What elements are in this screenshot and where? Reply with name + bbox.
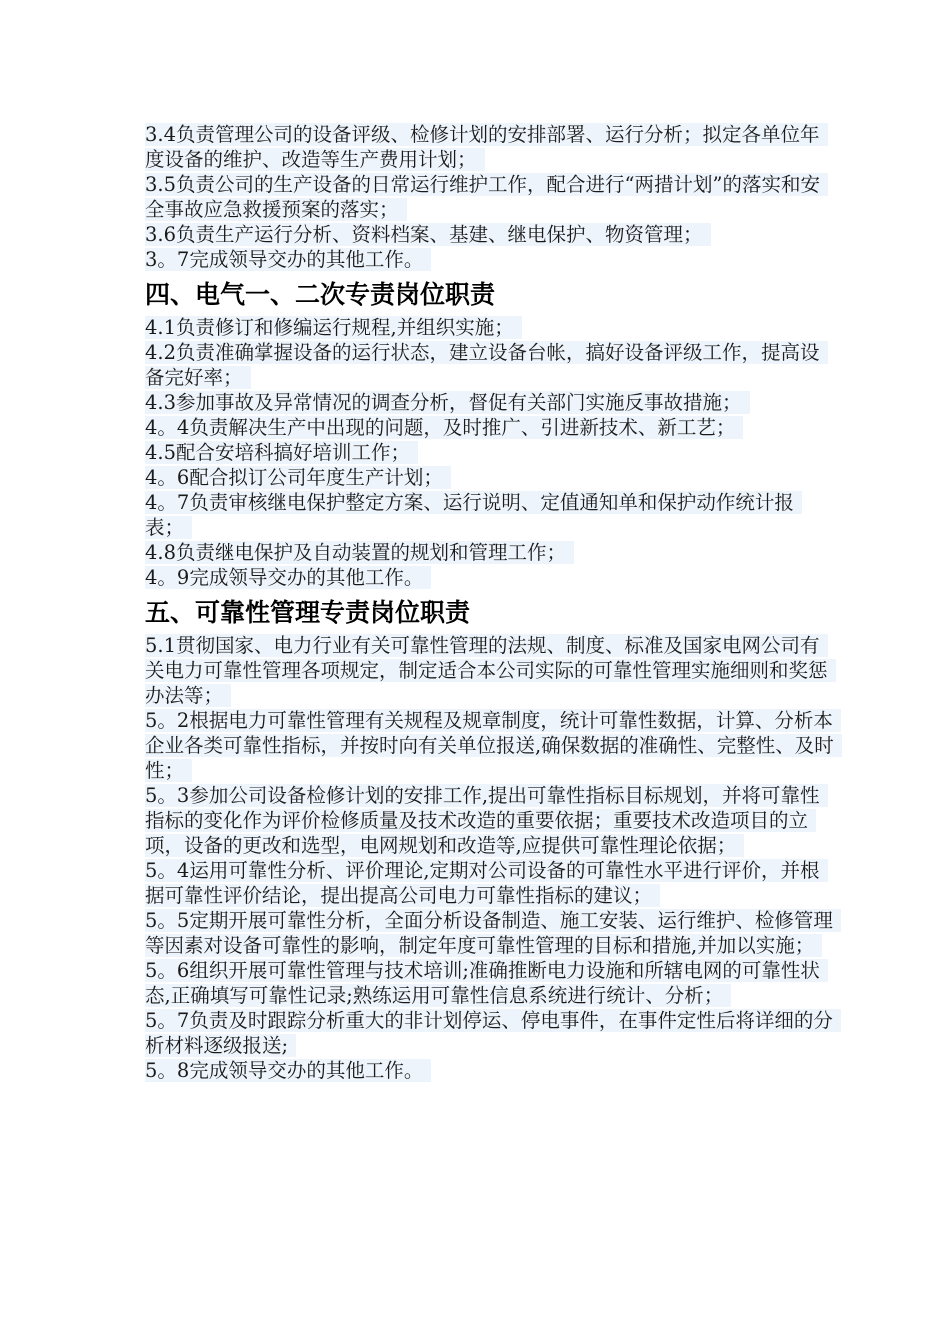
section-3-continued	[145, 122, 835, 272]
paragraph-3-7: 3。7完成领导交办的其他工作。	[145, 247, 835, 272]
paragraph-5-3: 5。3参加公司设备检修计划的安排工作,提出可靠性指标目标规划，并将可靠性指标的变化作为评价检修质量及技术改造的重要依据；重要技术改造项目的立项，设备的更改和选型，电网规划和改造等,应提供可靠性理论依据；	[145, 783, 835, 858]
paragraph-4-3: 4.3参加事故及异常情况的调查分析，督促有关部门实施反事故措施；	[145, 390, 835, 415]
paragraph-4-5: 4.5配合安培科搞好培训工作；	[145, 440, 835, 465]
paragraph-3-4: 3.4负责管理公司的设备评级、检修计划的安排部署、运行分析；拟定各单位年度设备的维护、改造等生产费用计划；	[145, 122, 835, 172]
document-body	[145, 122, 835, 1083]
paragraph-5-1: 5.1贯彻国家、电力行业有关可靠性管理的法规、制度、标准及国家电网公司有关电力可靠性管理各项规定，制定适合本公司实际的可靠性管理实施细则和奖惩办法等；	[145, 633, 835, 708]
paragraph-5-8: 5。8完成领导交办的其他工作。	[145, 1058, 835, 1083]
paragraph-5-4: 5。4运用可靠性分析、评价理论,定期对公司设备的可靠性水平进行评价，并根据可靠性评价结论，提出提高公司电力可靠性指标的建议；	[145, 858, 835, 908]
paragraph-4-4: 4。4负责解决生产中出现的问题，及时推广、引进新技术、新工艺；	[145, 415, 835, 440]
paragraph-3-5: 3.5负责公司的生产设备的日常运行维护工作，配合进行“两措计划”的落实和安全事故应急救援预案的落实；	[145, 172, 835, 222]
paragraph-5-7: 5。7负责及时跟踪分析重大的非计划停运、停电事件，在事件定性后将详细的分析材料逐级报送;	[145, 1008, 835, 1058]
section-heading: 四、电气一、二次专责岗位职责	[145, 280, 496, 309]
paragraph-5-5: 5。5定期开展可靠性分析，全面分析设备制造、施工安装、运行维护、检修管理等因素对设备可靠性的影响，制定年度可靠性管理的目标和措施,并加以实施；	[145, 908, 835, 958]
paragraph-4-9: 4。9完成领导交办的其他工作。	[145, 565, 835, 590]
paragraph-4-6: 4。6配合拟订公司年度生产计划；	[145, 465, 835, 490]
section-heading: 五、可靠性管理专责岗位职责	[145, 598, 471, 627]
paragraph-4-8: 4.8负责继电保护及自动装置的规划和管理工作；	[145, 540, 835, 565]
section-4	[145, 280, 835, 590]
section-5	[145, 598, 835, 1083]
paragraph-3-6: 3.6负责生产运行分析、资料档案、基建、继电保护、物资管理；	[145, 222, 835, 247]
paragraph-4-7: 4。7负责审核继电保护整定方案、运行说明、定值通知单和保护动作统计报表；	[145, 490, 835, 540]
paragraph-5-2: 5。2根据电力可靠性管理有关规程及规章制度，统计可靠性数据，计算、分析本企业各类可靠性指标，并按时向有关单位报送,确保数据的准确性、完整性、及时性；	[145, 708, 835, 783]
paragraph-5-6: 5。6组织开展可靠性管理与技术培训;准确推断电力设施和所辖电网的可靠性状态,正确填写可靠性记录;熟练运用可靠性信息系统进行统计、分析；	[145, 958, 835, 1008]
paragraph-4-2: 4.2负责准确掌握设备的运行状态，建立设备台帐，搞好设备评级工作，提高设备完好率；	[145, 340, 835, 390]
paragraph-4-1: 4.1负责修订和修编运行规程,并组织实施；	[145, 315, 835, 340]
